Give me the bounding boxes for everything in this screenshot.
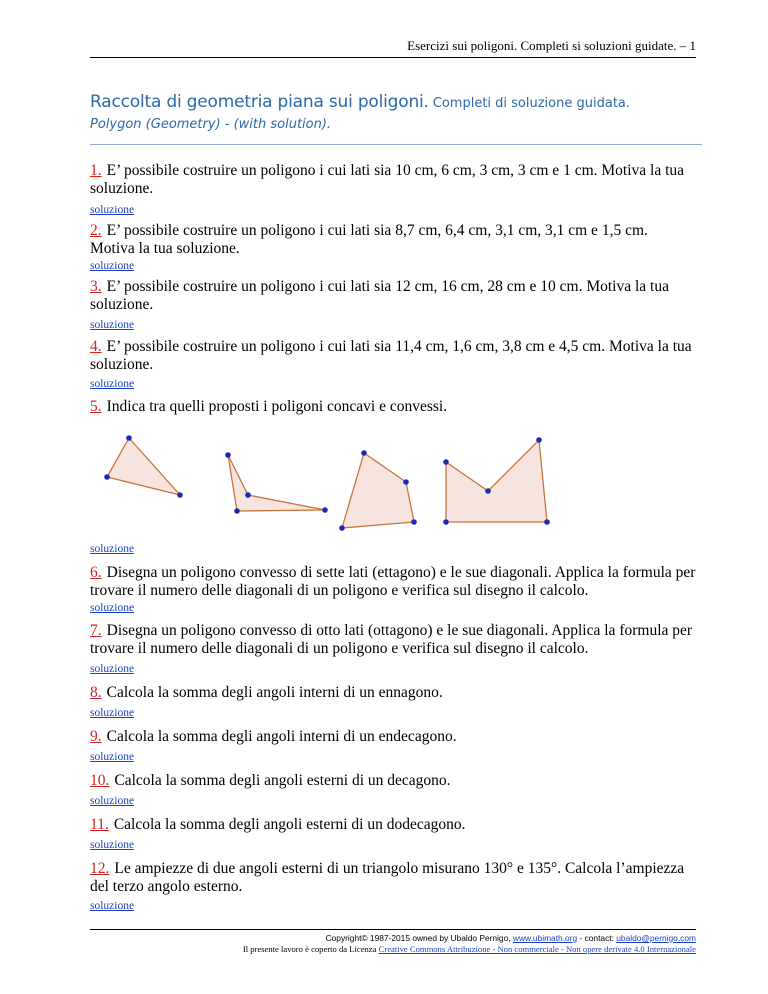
page-header-text: Esercizi sui poligoni. Completi si soluzioni guidate. – 1	[407, 38, 696, 53]
solution-link[interactable]: soluzione	[90, 795, 135, 807]
exercise-number: 11.	[90, 816, 109, 833]
exercise-text: Calcola la somma degli angoli interni di un endecagono.	[106, 728, 457, 745]
exercise-text: Calcola la somma degli angoli esterni di un decagono.	[114, 772, 451, 789]
vertex-point	[544, 519, 550, 525]
exercise-text: E’ possibile costruire un poligono i cui lati sia 10 cm, 6 cm, 3 cm, 3 cm e 1 cm. Motiva la tua soluzione.	[90, 162, 685, 197]
solution-link[interactable]: soluzione	[90, 751, 135, 763]
title-divider	[90, 144, 702, 145]
vertex-point	[126, 435, 132, 441]
title-main: Raccolta di geometria piana sui poligoni.	[90, 92, 429, 112]
footer-copyright: Copyright© 1987-2015 owned by Ubaldo Pernigo,	[325, 933, 511, 943]
solution-link[interactable]: soluzione	[90, 839, 135, 851]
vertex-point	[536, 437, 542, 443]
vertex-point	[234, 508, 240, 514]
solution-link[interactable]: soluzione	[90, 204, 135, 216]
exercise-number: 6.	[90, 564, 102, 581]
vertex-point	[339, 525, 345, 531]
exercise-11	[90, 816, 696, 834]
exercise-10	[90, 772, 696, 790]
vertex-point	[361, 450, 367, 456]
exercise-12	[90, 860, 696, 896]
exercise-4	[90, 338, 696, 374]
exercise-2	[90, 222, 696, 258]
exercise-5	[90, 398, 696, 416]
exercise-text: Disegna un poligono convesso di otto lati (ottagono) e le sue diagonali. Applica la formula per trovare il numero delle diagonali di un poligono e verifica sul disegno il calcolo.	[90, 622, 693, 657]
exercise-number: 8.	[90, 684, 102, 701]
vertex-point	[411, 519, 417, 525]
solution-link[interactable]: soluzione	[90, 663, 135, 675]
exercise-text: Le ampiezze di due angoli esterni di un triangolo misurano 130° e 135°. Calcola l’ampiezza del terzo angolo esterno.	[90, 860, 685, 895]
page-header	[90, 38, 696, 58]
exercise-text: Disegna un poligono convesso di sette lati (ettagono) e le sue diagonali. Applica la formula per trovare il numero delle diagonali di un poligono e verifica sul disegno il calcolo.	[90, 564, 696, 599]
title-sub: Completi di soluzione guidata.	[432, 96, 631, 111]
exercise-number: 4.	[90, 338, 102, 355]
exercise-text: Calcola la somma degli angoli esterni di un dodecagono.	[113, 816, 466, 833]
exercise-6	[90, 564, 696, 600]
solution-link[interactable]: soluzione	[90, 260, 135, 272]
exercise-number: 1.	[90, 162, 102, 179]
exercise-text: E’ possibile costruire un poligono i cui lati sia 12 cm, 16 cm, 28 cm e 10 cm. Motiva la tua soluzione.	[90, 278, 669, 313]
exercise-text: E’ possibile costruire un poligono i cui lati sia 11,4 cm, 1,6 cm, 3,8 cm e 4,5 cm. Motiva la tua soluzione.	[90, 338, 692, 373]
vertex-point	[443, 459, 449, 465]
polygons-figure	[90, 430, 560, 538]
vertex-point	[485, 488, 491, 494]
document-title	[90, 92, 702, 132]
exercise-number: 12.	[90, 860, 110, 877]
footer-license-prefix: Il presente lavoro è coperto da Licenza	[242, 944, 377, 954]
solution-link[interactable]: soluzione	[90, 707, 135, 719]
title-english: Polygon (Geometry) - (with solution).	[90, 117, 332, 132]
exercise-text: Calcola la somma degli angoli interni di un ennagono.	[106, 684, 443, 701]
solution-link[interactable]: soluzione	[90, 602, 135, 614]
polygon-concave-pentagon	[446, 440, 547, 522]
solution-link[interactable]: soluzione	[90, 378, 135, 390]
vertex-point	[322, 507, 328, 513]
vertex-point	[104, 474, 110, 480]
exercise-number: 9.	[90, 728, 102, 745]
footer-email-link[interactable]: ubaldo@pernigo.com	[616, 933, 696, 943]
polygon-concave-quadrilateral	[228, 455, 325, 511]
exercise-number: 2.	[90, 222, 102, 239]
exercise-number: 3.	[90, 278, 102, 295]
exercise-3	[90, 278, 696, 314]
exercise-number: 10.	[90, 772, 110, 789]
exercise-9	[90, 728, 696, 746]
exercise-text: Indica tra quelli proposti i poligoni concavi e convessi.	[106, 398, 448, 415]
exercise-8	[90, 684, 696, 702]
vertex-point	[225, 452, 231, 458]
footer-site-link[interactable]: www.ubimath.org	[512, 933, 578, 943]
exercise-1	[90, 162, 696, 198]
polygon-triangle	[107, 438, 180, 495]
vertex-point	[403, 479, 409, 485]
footer-contact-label: - contact:	[579, 933, 614, 943]
vertex-point	[177, 492, 183, 498]
footer-license-link[interactable]: Creative Commons Attribuzione - Non commerciale - Non opere derivate 4.0 Internazionale	[378, 944, 696, 954]
solution-link[interactable]: soluzione	[90, 319, 135, 331]
exercise-number: 5.	[90, 398, 102, 415]
solution-link[interactable]: soluzione	[90, 543, 135, 555]
polygon-pentagon	[342, 453, 414, 528]
exercise-number: 7.	[90, 622, 102, 639]
vertex-point	[443, 519, 449, 525]
solution-link[interactable]: soluzione	[90, 900, 135, 912]
page-footer	[90, 929, 696, 955]
vertex-point	[245, 492, 251, 498]
exercise-7	[90, 622, 696, 658]
exercise-text: E’ possibile costruire un poligono i cui lati sia 8,7 cm, 6,4 cm, 3,1 cm, 3,1 cm e 1,5 cm. Motiva la tua soluzione.	[90, 222, 648, 257]
